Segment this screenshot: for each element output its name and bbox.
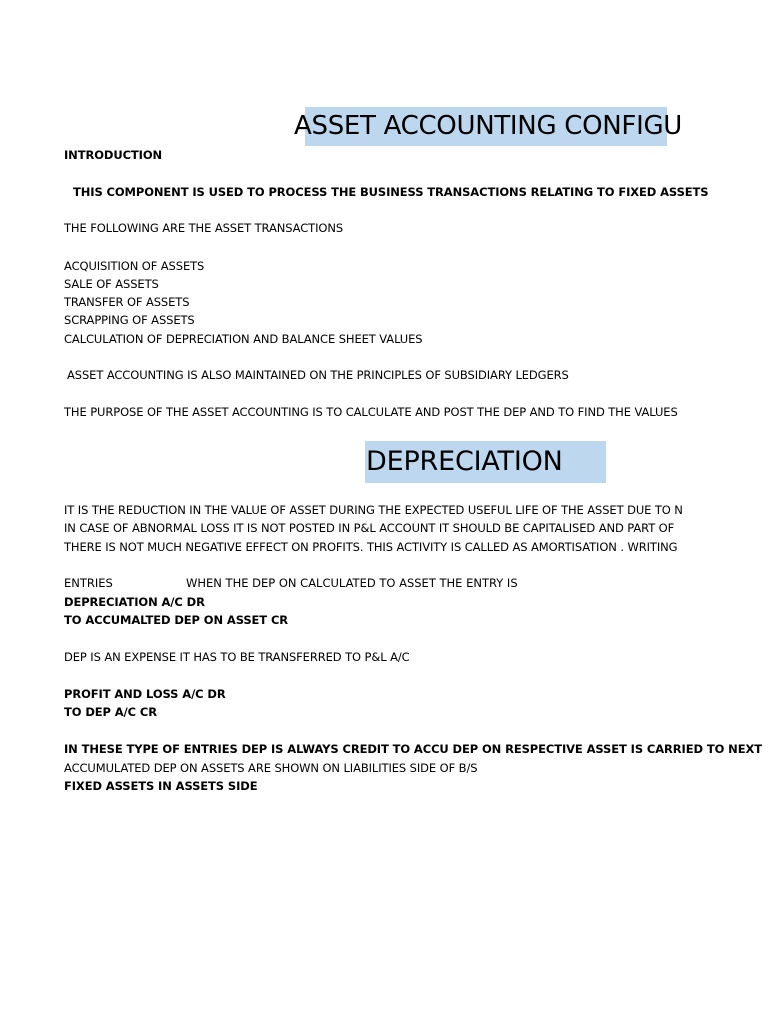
entry-debit: DEPRECIATION A/C DR — [64, 595, 205, 609]
section-title: DEPRECIATION — [366, 446, 563, 477]
page-title: ASSET ACCOUNTING CONFIGU — [294, 111, 683, 141]
transaction-item: ACQUISITION OF ASSETS — [64, 259, 205, 273]
credit-note: IN THESE TYPE OF ENTRIES DEP IS ALWAYS CREDIT TO ACCU DEP ON RESPECTIVE ASSET IS CARRIED TO NEXT — [64, 742, 762, 756]
entry-credit: TO ACCUMALTED DEP ON ASSET CR — [64, 613, 289, 627]
subsidiary-text: ASSET ACCOUNTING IS ALSO MAINTAINED ON THE PRINCIPLES OF SUBSIDIARY LEDGERS — [67, 368, 569, 382]
liabilities-text: ACCUMULATED DEP ON ASSETS ARE SHOWN ON LIABILITIES SIDE OF B/S — [64, 761, 478, 775]
fixed-assets-text: FIXED ASSETS IN ASSETS SIDE — [64, 779, 258, 793]
expense-text: DEP IS AN EXPENSE IT HAS TO BE TRANSFERRED TO P&L A/C — [64, 650, 410, 664]
transaction-item: CALCULATION OF DEPRECIATION AND BALANCE SHEET VALUES — [64, 332, 423, 346]
intro-component-text: THIS COMPONENT IS USED TO PROCESS THE BUSINESS TRANSACTIONS RELATING TO FIXED ASSETS — [73, 185, 709, 199]
depreciation-paragraph-line: IT IS THE REDUCTION IN THE VALUE OF ASSET DURING THE EXPECTED USEFUL LIFE OF THE ASSET DUE TO N — [64, 503, 683, 517]
entries-label: ENTRIES — [64, 576, 113, 590]
entry-credit: TO DEP A/C CR — [64, 705, 157, 719]
transaction-item: TRANSFER OF ASSETS — [64, 295, 190, 309]
transaction-item: SCRAPPING OF ASSETS — [64, 313, 195, 327]
purpose-text: THE PURPOSE OF THE ASSET ACCOUNTING IS TO CALCULATE AND POST THE DEP AND TO FIND THE VALUES — [64, 405, 678, 419]
depreciation-paragraph-line: IN CASE OF ABNORMAL LOSS IT IS NOT POSTED IN P&L ACCOUNT IT SHOULD BE CAPITALISED AND PART OF — [64, 521, 675, 535]
entries-text: WHEN THE DEP ON CALCULATED TO ASSET THE ENTRY IS — [186, 576, 518, 590]
entry-debit: PROFIT AND LOSS A/C DR — [64, 687, 226, 701]
intro-label: INTRODUCTION — [64, 148, 163, 162]
intro-following-text: THE FOLLOWING ARE THE ASSET TRANSACTIONS — [64, 221, 344, 235]
transaction-item: SALE OF ASSETS — [64, 277, 159, 291]
depreciation-paragraph-line: THERE IS NOT MUCH NEGATIVE EFFECT ON PROFITS. THIS ACTIVITY IS CALLED AS AMORTISATION . WRITING — [64, 540, 678, 554]
